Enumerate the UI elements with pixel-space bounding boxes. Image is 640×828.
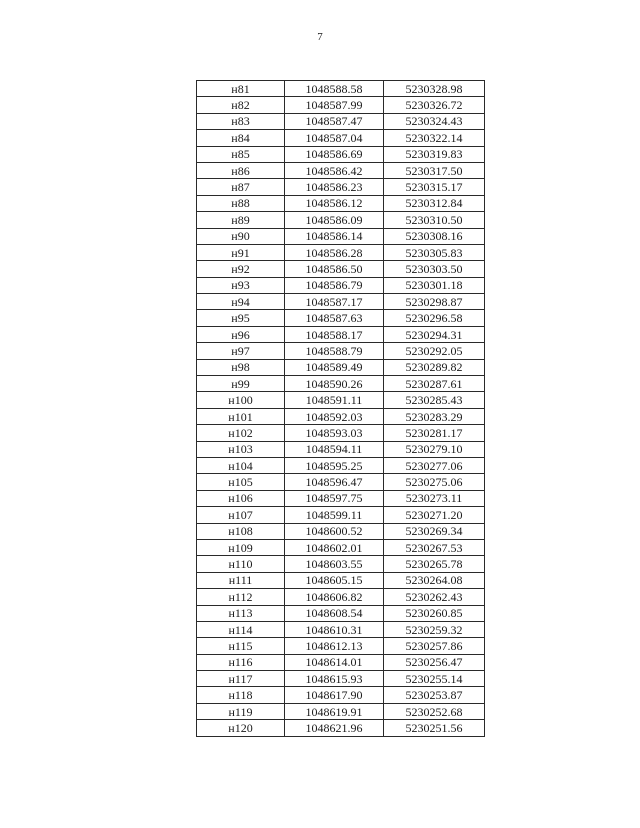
- table-row: [197, 113, 485, 129]
- y-coordinate-cell: 5230294.31: [384, 326, 485, 342]
- x-coordinate-cell: 1048594.11: [285, 441, 384, 457]
- x-coordinate-cell: 1048593.03: [285, 425, 384, 441]
- point-name-cell: н94: [197, 294, 285, 310]
- y-coordinate-cell: 5230289.82: [384, 359, 485, 375]
- y-coordinate-cell: 5230273.11: [384, 490, 485, 506]
- x-coordinate-cell: 1048605.15: [285, 572, 384, 588]
- x-coordinate-cell: 1048586.42: [285, 162, 384, 178]
- y-coordinate-cell: 5230255.14: [384, 671, 485, 687]
- y-coordinate-cell: 5230301.18: [384, 277, 485, 293]
- x-coordinate-cell: 1048588.17: [285, 326, 384, 342]
- table-row: [197, 228, 485, 244]
- x-coordinate-cell: 1048615.93: [285, 671, 384, 687]
- table-row: [197, 81, 485, 97]
- table-row: [197, 703, 485, 719]
- table-row: [197, 589, 485, 605]
- point-name-cell: н88: [197, 195, 285, 211]
- y-coordinate-cell: 5230271.20: [384, 507, 485, 523]
- table-row: [197, 392, 485, 408]
- table-row: [197, 146, 485, 162]
- y-coordinate-cell: 5230281.17: [384, 425, 485, 441]
- x-coordinate-cell: 1048592.03: [285, 408, 384, 424]
- point-name-cell: н116: [197, 654, 285, 670]
- point-name-cell: н85: [197, 146, 285, 162]
- y-coordinate-cell: 5230317.50: [384, 162, 485, 178]
- table-row: [197, 441, 485, 457]
- table-row: [197, 523, 485, 539]
- table-row: [197, 179, 485, 195]
- x-coordinate-cell: 1048595.25: [285, 457, 384, 473]
- y-coordinate-cell: 5230259.32: [384, 621, 485, 637]
- y-coordinate-cell: 5230296.58: [384, 310, 485, 326]
- x-coordinate-cell: 1048597.75: [285, 490, 384, 506]
- table-row: [197, 294, 485, 310]
- y-coordinate-cell: 5230256.47: [384, 654, 485, 670]
- point-name-cell: н103: [197, 441, 285, 457]
- point-name-cell: н84: [197, 130, 285, 146]
- table-row: [197, 261, 485, 277]
- point-name-cell: н95: [197, 310, 285, 326]
- table-row: [197, 212, 485, 228]
- y-coordinate-cell: 5230319.83: [384, 146, 485, 162]
- y-coordinate-cell: 5230328.98: [384, 81, 485, 97]
- table-row: [197, 687, 485, 703]
- table-row: [197, 195, 485, 211]
- y-coordinate-cell: 5230285.43: [384, 392, 485, 408]
- x-coordinate-cell: 1048588.79: [285, 343, 384, 359]
- point-name-cell: н90: [197, 228, 285, 244]
- point-name-cell: н105: [197, 474, 285, 490]
- table-row: [197, 277, 485, 293]
- table-row: [197, 474, 485, 490]
- x-coordinate-cell: 1048586.14: [285, 228, 384, 244]
- x-coordinate-cell: 1048590.26: [285, 376, 384, 392]
- x-coordinate-cell: 1048621.96: [285, 720, 384, 736]
- y-coordinate-cell: 5230251.56: [384, 720, 485, 736]
- y-coordinate-cell: 5230305.83: [384, 244, 485, 260]
- x-coordinate-cell: 1048586.28: [285, 244, 384, 260]
- x-coordinate-cell: 1048602.01: [285, 539, 384, 555]
- coordinates-table: [196, 80, 485, 737]
- x-coordinate-cell: 1048587.99: [285, 97, 384, 113]
- x-coordinate-cell: 1048589.49: [285, 359, 384, 375]
- y-coordinate-cell: 5230303.50: [384, 261, 485, 277]
- table-row: [197, 572, 485, 588]
- point-name-cell: н113: [197, 605, 285, 621]
- table-row: [197, 326, 485, 342]
- y-coordinate-cell: 5230267.53: [384, 539, 485, 555]
- point-name-cell: н120: [197, 720, 285, 736]
- point-name-cell: н110: [197, 556, 285, 572]
- table-row: [197, 162, 485, 178]
- point-name-cell: н81: [197, 81, 285, 97]
- x-coordinate-cell: 1048614.01: [285, 654, 384, 670]
- point-name-cell: н87: [197, 179, 285, 195]
- x-coordinate-cell: 1048608.54: [285, 605, 384, 621]
- point-name-cell: н98: [197, 359, 285, 375]
- table-row: [197, 130, 485, 146]
- point-name-cell: н106: [197, 490, 285, 506]
- table-row: [197, 408, 485, 424]
- table-row: [197, 343, 485, 359]
- y-coordinate-cell: 5230308.16: [384, 228, 485, 244]
- point-name-cell: н104: [197, 457, 285, 473]
- x-coordinate-cell: 1048587.63: [285, 310, 384, 326]
- point-name-cell: н93: [197, 277, 285, 293]
- y-coordinate-cell: 5230315.17: [384, 179, 485, 195]
- table-row: [197, 359, 485, 375]
- table-row: [197, 244, 485, 260]
- x-coordinate-cell: 1048586.50: [285, 261, 384, 277]
- x-coordinate-cell: 1048587.04: [285, 130, 384, 146]
- y-coordinate-cell: 5230277.06: [384, 457, 485, 473]
- y-coordinate-cell: 5230298.87: [384, 294, 485, 310]
- table-row: [197, 490, 485, 506]
- coordinates-table-body: [197, 81, 485, 737]
- x-coordinate-cell: 1048600.52: [285, 523, 384, 539]
- y-coordinate-cell: 5230253.87: [384, 687, 485, 703]
- x-coordinate-cell: 1048610.31: [285, 621, 384, 637]
- y-coordinate-cell: 5230265.78: [384, 556, 485, 572]
- x-coordinate-cell: 1048587.47: [285, 113, 384, 129]
- x-coordinate-cell: 1048612.13: [285, 638, 384, 654]
- table-row: [197, 539, 485, 555]
- y-coordinate-cell: 5230262.43: [384, 589, 485, 605]
- point-name-cell: н102: [197, 425, 285, 441]
- table-row: [197, 605, 485, 621]
- x-coordinate-cell: 1048586.69: [285, 146, 384, 162]
- table-row: [197, 638, 485, 654]
- point-name-cell: н96: [197, 326, 285, 342]
- point-name-cell: н97: [197, 343, 285, 359]
- point-name-cell: н115: [197, 638, 285, 654]
- y-coordinate-cell: 5230260.85: [384, 605, 485, 621]
- page-number: 7: [317, 31, 323, 43]
- x-coordinate-cell: 1048603.55: [285, 556, 384, 572]
- y-coordinate-cell: 5230326.72: [384, 97, 485, 113]
- table-row: [197, 97, 485, 113]
- table-row: [197, 654, 485, 670]
- x-coordinate-cell: 1048588.58: [285, 81, 384, 97]
- point-name-cell: н107: [197, 507, 285, 523]
- table-row: [197, 556, 485, 572]
- point-name-cell: н89: [197, 212, 285, 228]
- x-coordinate-cell: 1048596.47: [285, 474, 384, 490]
- point-name-cell: н109: [197, 539, 285, 555]
- y-coordinate-cell: 5230310.50: [384, 212, 485, 228]
- point-name-cell: н99: [197, 376, 285, 392]
- table-row: [197, 671, 485, 687]
- x-coordinate-cell: 1048586.23: [285, 179, 384, 195]
- y-coordinate-cell: 5230312.84: [384, 195, 485, 211]
- table-row: [197, 457, 485, 473]
- table-row: [197, 621, 485, 637]
- x-coordinate-cell: 1048606.82: [285, 589, 384, 605]
- point-name-cell: н100: [197, 392, 285, 408]
- point-name-cell: н111: [197, 572, 285, 588]
- point-name-cell: н86: [197, 162, 285, 178]
- y-coordinate-cell: 5230275.06: [384, 474, 485, 490]
- y-coordinate-cell: 5230279.10: [384, 441, 485, 457]
- point-name-cell: н117: [197, 671, 285, 687]
- point-name-cell: н119: [197, 703, 285, 719]
- y-coordinate-cell: 5230252.68: [384, 703, 485, 719]
- y-coordinate-cell: 5230269.34: [384, 523, 485, 539]
- table-row: [197, 376, 485, 392]
- table-row: [197, 310, 485, 326]
- y-coordinate-cell: 5230257.86: [384, 638, 485, 654]
- point-name-cell: н82: [197, 97, 285, 113]
- x-coordinate-cell: 1048587.17: [285, 294, 384, 310]
- point-name-cell: н114: [197, 621, 285, 637]
- y-coordinate-cell: 5230324.43: [384, 113, 485, 129]
- x-coordinate-cell: 1048586.09: [285, 212, 384, 228]
- point-name-cell: н118: [197, 687, 285, 703]
- x-coordinate-cell: 1048586.79: [285, 277, 384, 293]
- x-coordinate-cell: 1048617.90: [285, 687, 384, 703]
- x-coordinate-cell: 1048599.11: [285, 507, 384, 523]
- y-coordinate-cell: 5230322.14: [384, 130, 485, 146]
- x-coordinate-cell: 1048591.11: [285, 392, 384, 408]
- y-coordinate-cell: 5230283.29: [384, 408, 485, 424]
- y-coordinate-cell: 5230292.05: [384, 343, 485, 359]
- table-row: [197, 425, 485, 441]
- table-row: [197, 507, 485, 523]
- point-name-cell: н112: [197, 589, 285, 605]
- point-name-cell: н108: [197, 523, 285, 539]
- point-name-cell: н101: [197, 408, 285, 424]
- x-coordinate-cell: 1048619.91: [285, 703, 384, 719]
- point-name-cell: н83: [197, 113, 285, 129]
- y-coordinate-cell: 5230287.61: [384, 376, 485, 392]
- y-coordinate-cell: 5230264.08: [384, 572, 485, 588]
- x-coordinate-cell: 1048586.12: [285, 195, 384, 211]
- table-row: [197, 720, 485, 736]
- point-name-cell: н92: [197, 261, 285, 277]
- point-name-cell: н91: [197, 244, 285, 260]
